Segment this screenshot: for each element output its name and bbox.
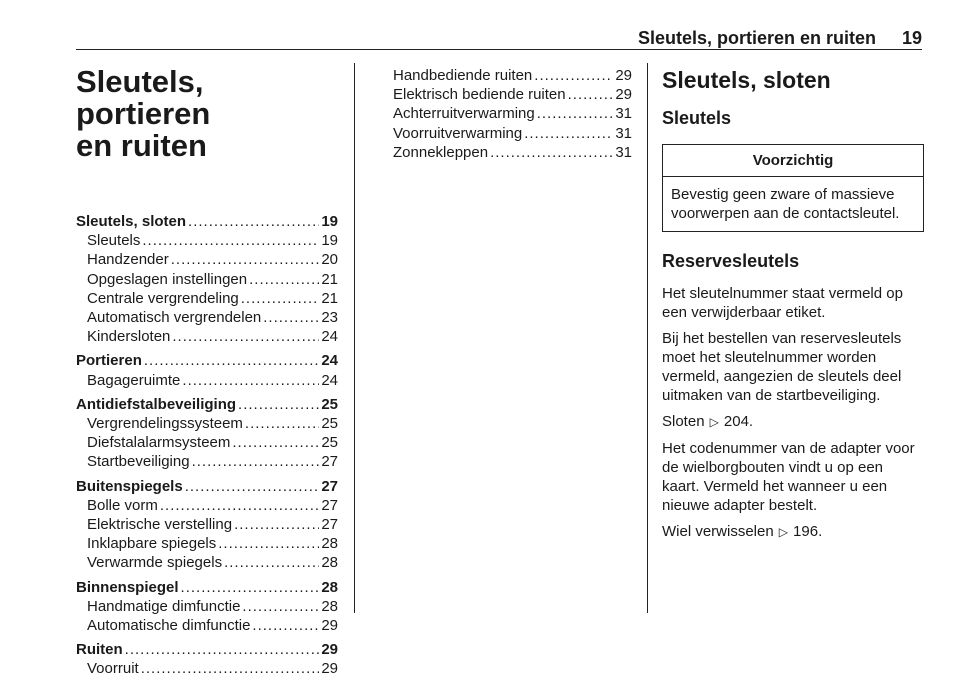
- toc-entry[interactable]: [76, 308, 338, 327]
- toc-entry-page: 29: [615, 86, 632, 104]
- toc-leader-dots: [218, 534, 319, 553]
- reference-wiel-text: Wiel verwisselen: [662, 523, 774, 541]
- toc-entry-page: 25: [321, 415, 338, 433]
- toc-entry[interactable]: [76, 553, 338, 572]
- column-divider-left: [354, 63, 355, 613]
- content-column: [662, 66, 924, 549]
- toc-leader-dots: [537, 104, 614, 123]
- reference-sloten-text: Sloten: [662, 413, 705, 431]
- toc-entry[interactable]: [76, 452, 338, 471]
- toc-entry[interactable]: [76, 659, 338, 678]
- toc-entry-page: 20: [321, 251, 338, 269]
- toc-section-entry[interactable]: [76, 578, 338, 597]
- header-rule: [76, 49, 922, 50]
- toc-entry-label: Centrale vergrendeling: [87, 289, 239, 307]
- toc-list: [76, 212, 338, 679]
- toc-leader-dots: [524, 124, 613, 143]
- toc-entry-label: Handbediende ruiten: [393, 67, 533, 84]
- toc-entry-page: 28: [321, 554, 338, 572]
- toc-entry[interactable]: [382, 66, 632, 85]
- toc-leader-dots: [232, 433, 319, 452]
- toc-entry-label: Voorruit: [87, 660, 139, 678]
- toc-entry-page: 31: [615, 105, 632, 123]
- toc-entry-label: Handmatige dimfunctie: [87, 597, 241, 615]
- toc-entry-page: 23: [321, 309, 338, 327]
- toc-entry[interactable]: [382, 85, 632, 104]
- paragraph-2: Bij het bestellen van reservesleutels moet het sleutelnummer worden vermeld, aangezien de sleutels deel uitmaken van de startbeveiliging.: [662, 330, 902, 405]
- toc-leader-dots: [241, 289, 320, 308]
- toc-leader-dots: [182, 371, 319, 390]
- toc-section-entry[interactable]: [76, 212, 338, 231]
- toc-section-entry[interactable]: [76, 477, 338, 496]
- toc-leader-dots: [245, 414, 319, 433]
- toc-entry-page: 31: [615, 124, 632, 142]
- toc-entry-label: Diefstalalarmsysteem: [87, 434, 231, 452]
- toc-entry-label: Buitenspiegels: [76, 477, 183, 495]
- toc-entry-page: 29: [615, 67, 632, 84]
- toc-entry[interactable]: [76, 327, 338, 346]
- page-number: 19: [901, 28, 922, 48]
- toc-entry-page: 27: [321, 477, 338, 495]
- column-divider-right: [647, 63, 648, 613]
- caution-text: Bevestig geen zware of massieve voorwerpen aan de contactsleutel.: [671, 186, 900, 223]
- toc-leader-dots: [192, 452, 320, 471]
- toc-entry-label: Binnenspiegel: [76, 578, 179, 596]
- page-header: [76, 26, 922, 50]
- toc-leader-dots: [125, 640, 320, 659]
- toc-leader-dots: [141, 659, 320, 678]
- toc-entry-label: Vergrendelingssysteem: [87, 415, 243, 433]
- toc-entry-page: 31: [615, 143, 632, 161]
- reference-sloten[interactable]: [662, 412, 924, 432]
- toc-leader-dots: [181, 578, 320, 597]
- toc-entry[interactable]: [382, 143, 632, 162]
- toc-entry[interactable]: [382, 104, 632, 123]
- toc-entry[interactable]: [382, 124, 632, 143]
- toc-entry-label: Elektrische verstelling: [87, 516, 233, 534]
- toc-entry-label: Opgeslagen instellingen: [87, 270, 248, 288]
- toc-leader-dots: [252, 616, 319, 635]
- toc-column-2: [382, 66, 632, 162]
- toc-leader-dots: [185, 477, 320, 496]
- chapter-title-line1: Sleutels, portieren: [76, 64, 211, 131]
- toc-leader-dots: [249, 270, 319, 289]
- reserve-keys-heading: Reservesleutels: [662, 251, 800, 272]
- toc-entry-label: Kindersloten: [87, 328, 171, 346]
- toc-leader-dots: [263, 308, 319, 327]
- chapter-title: [76, 66, 338, 162]
- toc-entry-page: 28: [321, 535, 338, 553]
- toc-leader-dots: [234, 515, 319, 534]
- toc-entry-page: 28: [321, 578, 338, 596]
- toc-entry-page: 19: [321, 232, 338, 250]
- chapter-title-line2: en ruiten: [76, 128, 207, 163]
- toc-section-entry[interactable]: [76, 395, 338, 414]
- toc-entry[interactable]: [76, 597, 338, 616]
- reference-sloten-page: 204.: [723, 413, 754, 431]
- toc-entry-page: 25: [321, 434, 338, 452]
- toc-entry[interactable]: [76, 616, 338, 635]
- toc-leader-dots: [172, 327, 319, 346]
- toc-entry-page: 24: [321, 328, 338, 346]
- toc-entry[interactable]: [76, 289, 338, 308]
- toc-entry-page: 24: [321, 352, 338, 370]
- toc-entry-label: Zonnekleppen: [393, 143, 489, 161]
- toc-leader-dots: [224, 553, 319, 572]
- toc-entry-label: Sleutels: [87, 232, 141, 250]
- toc-entry[interactable]: [76, 270, 338, 289]
- toc-entry[interactable]: [76, 371, 338, 390]
- toc-entry-page: 27: [321, 453, 338, 471]
- toc-entry[interactable]: [76, 231, 338, 250]
- toc-section-entry[interactable]: [76, 351, 338, 370]
- toc-entry-label: Voorruitverwarming: [393, 124, 523, 142]
- toc-entry-label: Elektrisch bediende ruiten: [393, 86, 566, 104]
- toc-entry-label: Sleutels, sloten: [76, 213, 187, 230]
- toc-entry-page: 21: [321, 270, 338, 288]
- toc-entry-page: 21: [321, 289, 338, 307]
- caution-heading: Voorzichtig: [663, 145, 923, 177]
- reference-wiel-page: 196.: [793, 523, 823, 541]
- paragraph-adapter: Het codenummer van de adapter voor de wielborgbouten vindt u op een kaart. Vermeld het wanneer u een nieuwe adapter bestelt.: [662, 440, 915, 515]
- toc-entry-label: Inklapbare spiegels: [87, 535, 217, 553]
- toc-entry-label: Bolle vorm: [87, 496, 158, 514]
- toc-leader-dots: [490, 143, 613, 162]
- toc-leader-dots: [144, 351, 319, 370]
- reference-wiel[interactable]: [662, 522, 924, 542]
- toc-entry-page: 28: [321, 597, 338, 615]
- toc-entry-page: 24: [321, 371, 338, 389]
- toc-leader-dots: [242, 597, 319, 616]
- toc-entry[interactable]: [76, 496, 338, 515]
- toc-column-1: [76, 66, 338, 679]
- toc-leader-dots: [534, 66, 613, 85]
- toc-entry-page: 25: [321, 395, 338, 413]
- toc-entry-page: 19: [321, 213, 338, 230]
- subsection-title: Sleutels: [662, 108, 732, 128]
- caution-box: [662, 144, 924, 232]
- paragraph-1: Het sleutelnummer staat vermeld op een verwijderbaar etiket.: [662, 285, 903, 322]
- section-title: Sleutels, sloten: [662, 67, 831, 93]
- toc-entry-label: Automatisch vergrendelen: [87, 309, 262, 327]
- toc-entry-label: Handzender: [87, 251, 169, 269]
- running-title: Sleutels, portieren en ruiten: [637, 28, 876, 48]
- toc-entry[interactable]: [76, 515, 338, 534]
- toc-entry-label: Startbeveiliging: [87, 453, 190, 471]
- toc-entry-page: 27: [321, 496, 338, 514]
- toc-entry-label: Ruiten: [76, 641, 123, 659]
- toc-entry-label: Bagageruimte: [87, 371, 181, 389]
- toc-leader-dots: [142, 231, 319, 250]
- toc-entry-label: Verwarmde spiegels: [87, 554, 223, 572]
- toc-entry-page: 27: [321, 516, 338, 534]
- toc-entry-page: 29: [321, 617, 338, 635]
- toc-leader-dots: [171, 250, 320, 269]
- toc-leader-dots: [160, 496, 319, 515]
- toc-entry[interactable]: [76, 250, 338, 269]
- toc-leader-dots: [568, 85, 614, 104]
- toc-entry[interactable]: [76, 414, 338, 433]
- toc-entry-label: Automatische dimfunctie: [87, 617, 251, 635]
- toc-entry-label: Portieren: [76, 352, 142, 370]
- toc-entry-page: 29: [321, 660, 338, 678]
- toc-entry[interactable]: [76, 433, 338, 452]
- toc-section-entry[interactable]: [76, 640, 338, 659]
- reference-arrow-icon: ▷: [709, 415, 719, 430]
- toc-leader-dots: [188, 212, 319, 231]
- toc-list-continued: [382, 66, 632, 162]
- toc-leader-dots: [238, 395, 319, 414]
- reference-arrow-icon: ▷: [778, 525, 788, 540]
- toc-entry[interactable]: [76, 534, 338, 553]
- toc-entry-page: 29: [321, 641, 338, 659]
- toc-entry-label: Achterruitverwarming: [393, 105, 535, 123]
- toc-entry-label: Antidiefstalbeveiliging: [76, 395, 237, 413]
